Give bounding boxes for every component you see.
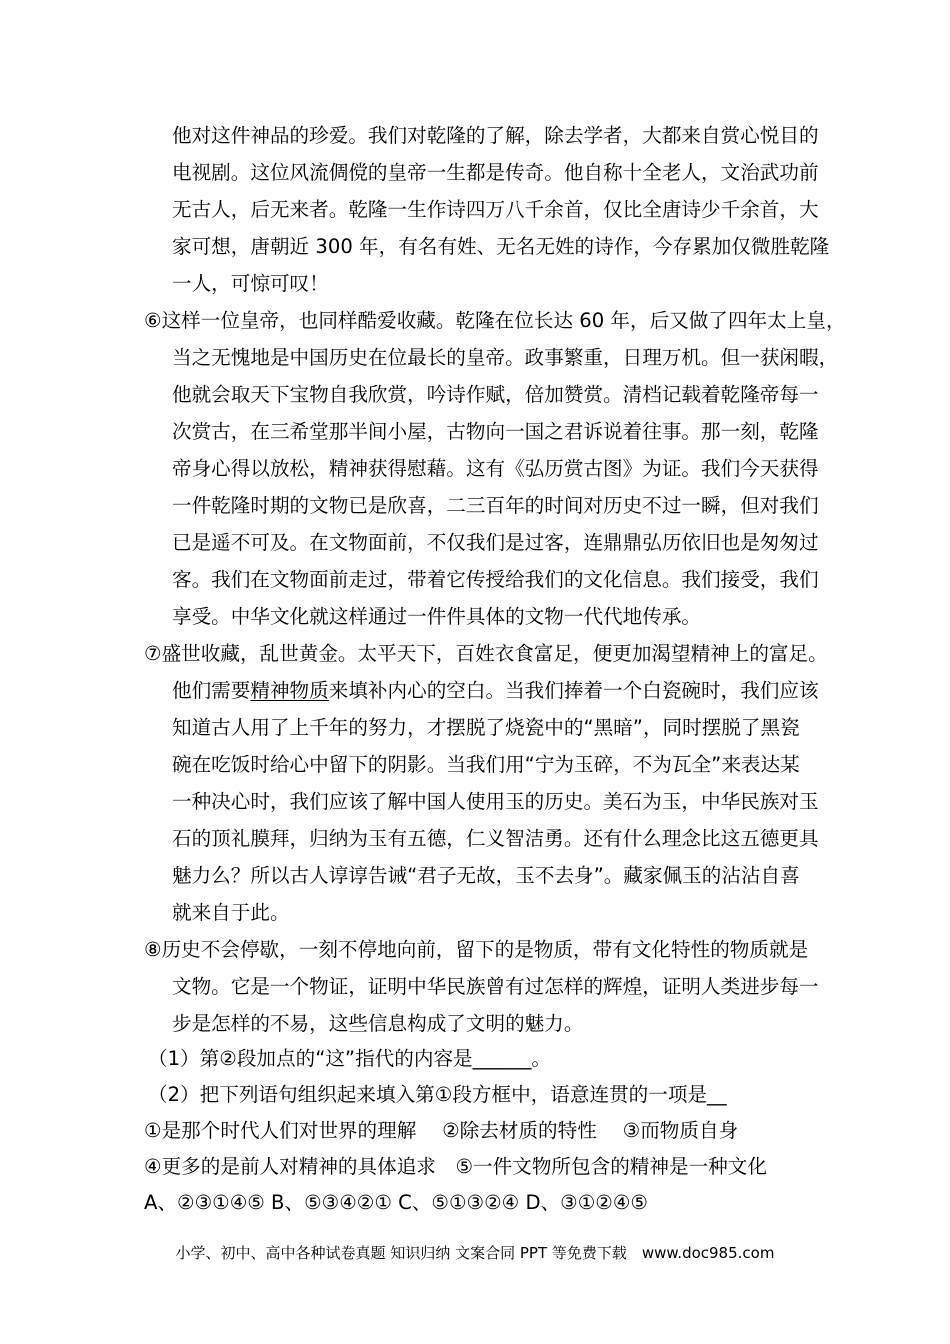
text-line: 文物。它是一个物证，证明中华民族曾有过怎样的辉煌，证明人类进步每一 <box>172 975 819 998</box>
text-line: ⑥这样一位皇帝，也同样酷爱收藏。乾隆在位长达 60 年，后又做了四年太上皇， <box>144 309 846 332</box>
text-line: 碗在吃饭时给心中留下的阴影。当我们用“宁为玉碎，不为瓦全”来表达某 <box>172 753 800 776</box>
text-line: 一人，可惊可叹！ <box>172 272 329 295</box>
text-span: 来填补内心的空白。当我们捧着一个白瓷碗时，我们应该 <box>328 679 819 702</box>
text-line: ⑧历史不会停歇，一刻不停地向前，留下的是物质，带有文化特性的物质就是 <box>144 938 809 961</box>
underlined-phrase: 精神物质 <box>250 679 329 702</box>
text-line: 家可想，唐朝近 300 年，有名有姓、无名无姓的诗作，今存累加仅微胜乾隆 <box>172 235 830 258</box>
option-line-2: ④更多的是前人对精神的具体追求 ⑤一件文物所包含的精神是一种文化 <box>144 1155 767 1178</box>
text-span: 他们需要 <box>172 679 251 702</box>
text-line: 当之无愧地是中国历史在位最长的皇帝。政事繁重，日理万机。但一获闲暇， <box>172 346 839 369</box>
option-line-1: ①是那个时代人们对世界的理解 ②除去材质的特性 ③而物质自身 <box>144 1119 739 1142</box>
text-line: 步是怎样的不易，这些信息构成了文明的魅力。 <box>172 1012 584 1035</box>
text-line: 享受。中华文化就这样通过一件件具体的文物一代代地传承。 <box>172 605 702 628</box>
question-2: （2）把下列语句组织起来填入第①段方框中，语意连贯的一项是__ <box>148 1083 727 1106</box>
text-line: 无古人，后无来者。乾隆一生作诗四万八千余首，仅比全唐诗少千余首，大 <box>172 198 819 221</box>
text-line: 他对这件神品的珍爱。我们对乾隆的了解，除去学者，大都来自赏心悦目的 <box>172 124 819 147</box>
text-line: 他就会取天下宝物自我欣赏，吟诗作赋，倍加赞赏。清档记载着乾隆帝每一 <box>172 383 819 406</box>
text-line: 电视剧。这位风流倜傥的皇帝一生都是传奇。他自称十全老人，文治武功前 <box>172 161 819 184</box>
text-line: 一种决心时，我们应该了解中国人使用玉的历史。美石为玉，中华民族对玉 <box>172 790 819 813</box>
text-line: 一件乾隆时期的文物已是欣喜，二三百年的时间对历史不过一瞬，但对我们 <box>172 494 819 517</box>
question-1: （1）第②段加点的“这”指代的内容是______。 <box>148 1047 552 1070</box>
page-footer: 小学、初中、高中各种试卷真题 知识归纳 文案合同 PPT 等免费下载 www.doc985.com <box>175 1244 775 1262</box>
text-line: 就来自于此。 <box>172 901 290 924</box>
text-line: 帝身心得以放松，精神获得慰藉。这有《弘历赏古图》为证。我们今天获得 <box>172 457 819 480</box>
answer-choices: A、②③①④⑤ B、⑤③④②① C、⑤①③②④ D、③①②④⑤ <box>144 1191 648 1214</box>
text-line: 次赏古，在三希堂那半间小屋，古物向一国之君诉说着往事。那一刻，乾隆 <box>172 420 819 443</box>
text-line: ⑦盛世收藏，乱世黄金。太平天下，百姓衣食富足，便更加渴望精神上的富足。 <box>144 642 828 665</box>
text-line: 客。我们在文物面前走过，带着它传授给我们的文化信息。我们接受，我们 <box>172 568 819 591</box>
text-line <box>172 677 819 705</box>
text-line: 知道古人用了上千年的努力，才摆脱了烧瓷中的“黑暗”，同时摆脱了黑瓷 <box>172 716 800 739</box>
text-line: 魅力么？所以古人谆谆告诫“君子无故，玉不去身”。藏家佩玉的沾沾自喜 <box>172 864 800 887</box>
text-line: 石的顶礼膜拜，归纳为玉有五德，仁义智洁勇。还有什么理念比这五德更具 <box>172 827 819 850</box>
text-line: 已是遥不可及。在文物面前，不仅我们是过客，连鼎鼎弘历依旧也是匆匆过 <box>172 531 819 554</box>
